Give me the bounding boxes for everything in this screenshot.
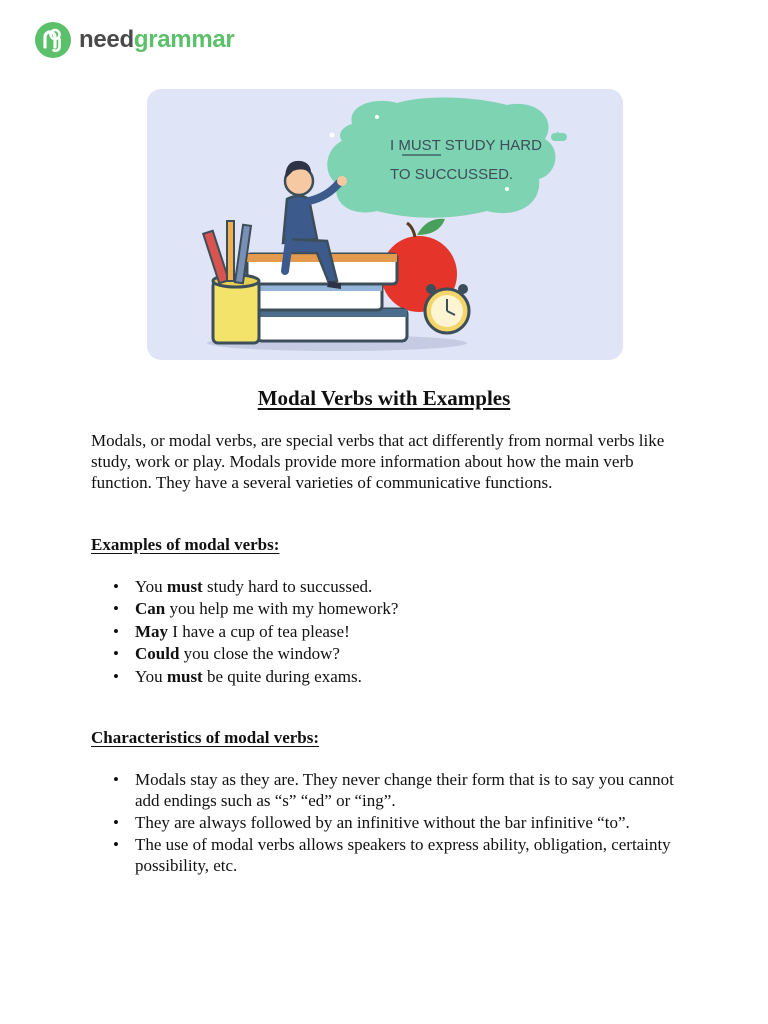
list-item — [0, 834, 680, 876]
characteristics-heading: Characteristics of modal verbs: — [91, 728, 320, 747]
list-item — [0, 643, 680, 664]
pencil-cup-icon — [213, 281, 259, 343]
example-modal-word: must — [166, 666, 203, 686]
example-text-post: you help me with my homework? — [165, 599, 399, 619]
list-item — [0, 812, 680, 833]
list-item — [0, 598, 680, 619]
example-modal-word: May — [135, 621, 169, 641]
logo-badge-icon — [35, 22, 71, 58]
examples-list — [0, 576, 680, 688]
student-books-illustration — [147, 89, 623, 360]
list-item — [0, 576, 680, 597]
example-modal-word: Can — [135, 599, 166, 619]
bullet-icon: • — [113, 813, 119, 832]
intro-paragraph: Modals, or modal verbs, are special verbs that act differently from normal verbs like study, work or play. Modals provide more information about how the main verb function. They have a several varieties of communicative functions. — [91, 431, 665, 492]
example-text-post: I have a cup of tea please! — [168, 621, 350, 641]
example-text-pre: You — [135, 577, 167, 596]
example-modal-word: Could — [135, 644, 180, 664]
speech-bubble-icon — [327, 97, 555, 217]
characteristic-text: They are always followed by an infinitive without the bar infinitive “to”. — [135, 813, 630, 832]
list-item — [0, 769, 680, 811]
bullet-icon: • — [113, 599, 119, 619]
characteristics-list — [0, 769, 680, 877]
bullet-icon: • — [113, 770, 119, 789]
bullet-icon: • — [113, 621, 119, 641]
example-text-post: be quite during exams. — [202, 666, 362, 686]
list-item — [0, 666, 680, 687]
example-text-post: you close the window? — [179, 644, 340, 664]
page-title — [0, 386, 768, 411]
bubble-line2: TO SUCCUSSED. — [390, 166, 514, 183]
characteristic-text: Modals stay as they are. They never change their form that is to say you cannot add endings such as “s” “ed” or “ing”. — [135, 770, 674, 810]
hero-illustration — [147, 89, 623, 360]
logo-need-text: need — [79, 26, 134, 53]
characteristic-text: The use of modal verbs allows speakers to express ability, obligation, certainty possibility, etc. — [135, 835, 671, 875]
bullet-icon: • — [113, 577, 119, 596]
example-modal-word: must — [166, 577, 203, 596]
bubble-line1: I MUST STUDY HARD — [390, 137, 542, 154]
bullet-icon: • — [113, 835, 119, 854]
bullet-icon: • — [113, 666, 119, 686]
example-text-pre: You — [135, 666, 167, 686]
examples-heading: Examples of modal verbs: — [91, 535, 280, 554]
logo-grammar-text: grammar — [133, 26, 235, 53]
list-item — [0, 621, 680, 642]
logo-wordmark — [79, 26, 234, 54]
bullet-icon: • — [113, 644, 119, 664]
needgrammar-logo[interactable] — [35, 21, 234, 59]
page-title-text: Modal Verbs with Examples — [257, 386, 511, 410]
example-text-post: study hard to succussed. — [202, 577, 373, 596]
